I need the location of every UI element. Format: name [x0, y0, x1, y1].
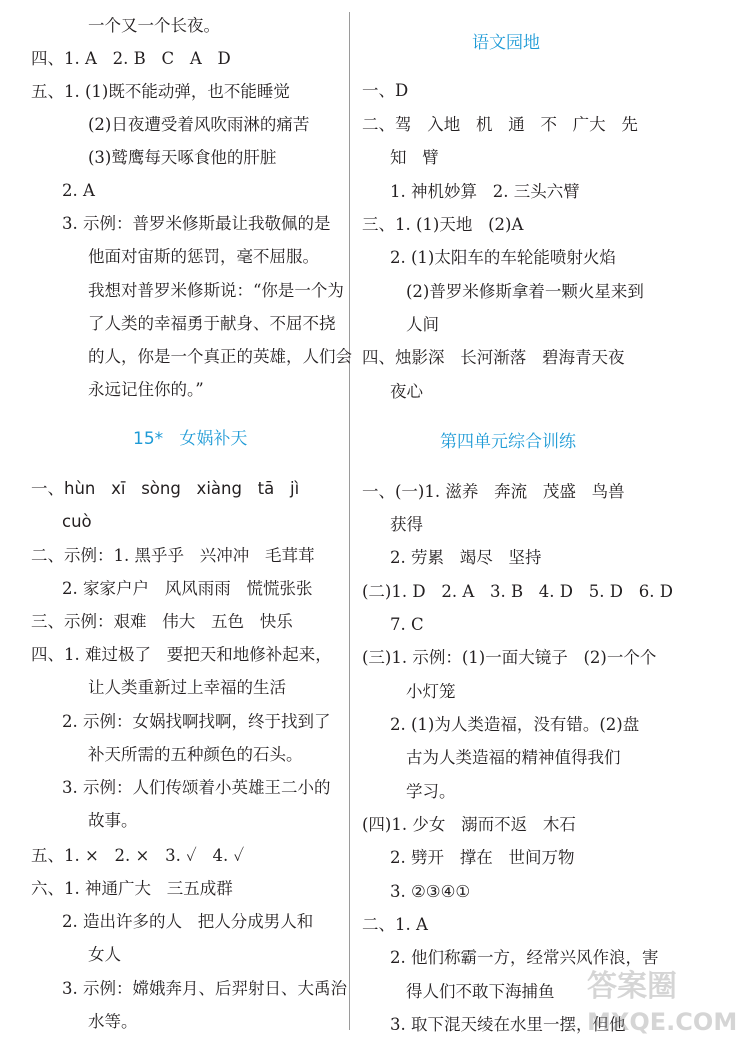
answer-line: 得人们不敢下海捕鱼 [406, 982, 555, 1001]
answer-line: (2)普罗米修斯拿着一颗火星来到 [406, 282, 644, 301]
answer-line: 一、(一)1. 滋养 奔流 茂盛 鸟兽 [362, 482, 625, 501]
answer-line: 女人 [88, 945, 121, 964]
answer-line: 二、示例：1. 黑乎乎 兴冲冲 毛茸茸 [31, 546, 315, 565]
answer-line: 一、D [362, 81, 409, 100]
answer-line: 1. 神机妙算 2. 三头六臂 [390, 182, 580, 201]
answer-line: 2. 示例：女娲找啊找啊，终于找到了 [62, 712, 331, 731]
answer-line: 2. (1)太阳车的车轮能喷射火焰 [390, 248, 616, 267]
answer-line: 五、1. × 2. × 3. ✓ 4. ✓ [31, 846, 245, 865]
answer-line: 二、1. A [362, 915, 428, 934]
answer-line: 我想对普罗米修斯说：“你是一个为 [88, 281, 344, 300]
answer-line: 四、烛影深 长河渐落 碧海青天夜 [362, 348, 625, 367]
watermark-url: MXQE.COM [587, 1008, 738, 1035]
answer-line: 学习。 [406, 782, 456, 801]
watermark-text: 答案圈 [587, 969, 677, 1004]
answer-line: 永远记住你的。” [88, 380, 204, 399]
answer-line: 2. 劈开 撑在 世间万物 [390, 848, 575, 867]
answer-line: 三、示例：艰难 伟大 五色 快乐 [31, 612, 293, 631]
answer-line: 3. 示例：普罗米修斯最让我敬佩的是 [62, 214, 331, 233]
answer-line: 3. 示例：嫦娥奔月、后羿射日、大禹治 [62, 979, 347, 998]
answer-line: 3. 示例：人们传颂着小英雄王二小的 [62, 778, 331, 797]
answer-line: 四、1. A 2. B C A D [31, 49, 231, 68]
answer-line: 2. 他们称霸一方，经常兴风作浪，害 [390, 948, 659, 967]
pinyin-line: cuò [62, 512, 92, 531]
answer-line: 2. 劳累 竭尽 坚持 [390, 548, 542, 567]
answer-line: 7. C [390, 615, 424, 634]
answer-line: 二、驾 入地 机 通 不 广大 先 [362, 115, 638, 134]
answer-line: 一个又一个长夜。 [88, 16, 220, 35]
answer-line: 获得 [390, 515, 423, 534]
answer-line: (三)1. 示例：(1)一面大镜子 (2)一个个 [362, 648, 657, 667]
answer-line: (二)1. D 2. A 3. B 4. D 5. D 6. D [362, 582, 673, 601]
answer-line: 2. A [62, 181, 95, 200]
column-divider [349, 12, 350, 1030]
answer-line: 三、1. (1)天地 (2)A [362, 215, 524, 234]
section-title: 语文园地 [472, 33, 540, 53]
answer-line: 夜心 [390, 382, 423, 401]
lesson-title: 15* 女娲补天 [133, 429, 248, 449]
answer-line: 四、1. 难过极了 要把天和地修补起来， [31, 645, 332, 664]
answer-line: 3. 取下混天绫在水里一摆，但他 [390, 1015, 626, 1034]
answer-line: 六、1. 神通广大 三五成群 [31, 879, 233, 898]
answer-line: (3)鹫鹰每天啄食他的肝脏 [88, 148, 277, 167]
answer-line: 让人类重新过上幸福的生活 [88, 678, 286, 697]
section-title: 第四单元综合训练 [440, 432, 576, 452]
answer-line: 五、1. (1)既不能动弹，也不能睡觉 [31, 82, 290, 101]
answer-line: 他面对宙斯的惩罚，毫不屈服。 [88, 247, 319, 266]
answer-line: 的人，你是一个真正的英雄，人们会 [88, 347, 352, 366]
answer-line: 人间 [406, 315, 439, 334]
answer-line: 小灯笼 [406, 682, 456, 701]
answer-line: 补天所需的五种颜色的石头。 [88, 745, 303, 764]
answer-line: (四)1. 少女 溺而不返 木石 [362, 815, 576, 834]
answer-line: 2. (1)为人类造福，没有错。(2)盘 [390, 715, 640, 734]
answer-line: 故事。 [88, 811, 138, 830]
answer-line: 知 臂 [390, 148, 439, 167]
answer-line: 3. ②③④① [390, 882, 471, 901]
answer-line: 了人类的幸福勇于献身、不屈不挠 [88, 314, 336, 333]
answer-line: (2)日夜遭受着风吹雨淋的痛苦 [88, 115, 310, 134]
pinyin-line: 一、hùn xī sòng xiàng tā jì [31, 479, 300, 498]
answer-line: 古为人类造福的精神值得我们 [406, 748, 621, 767]
answer-line: 2. 造出许多的人 把人分成男人和 [62, 912, 314, 931]
answer-line: 2. 家家户户 风风雨雨 慌慌张张 [62, 579, 313, 598]
answer-line: 水等。 [88, 1012, 138, 1031]
